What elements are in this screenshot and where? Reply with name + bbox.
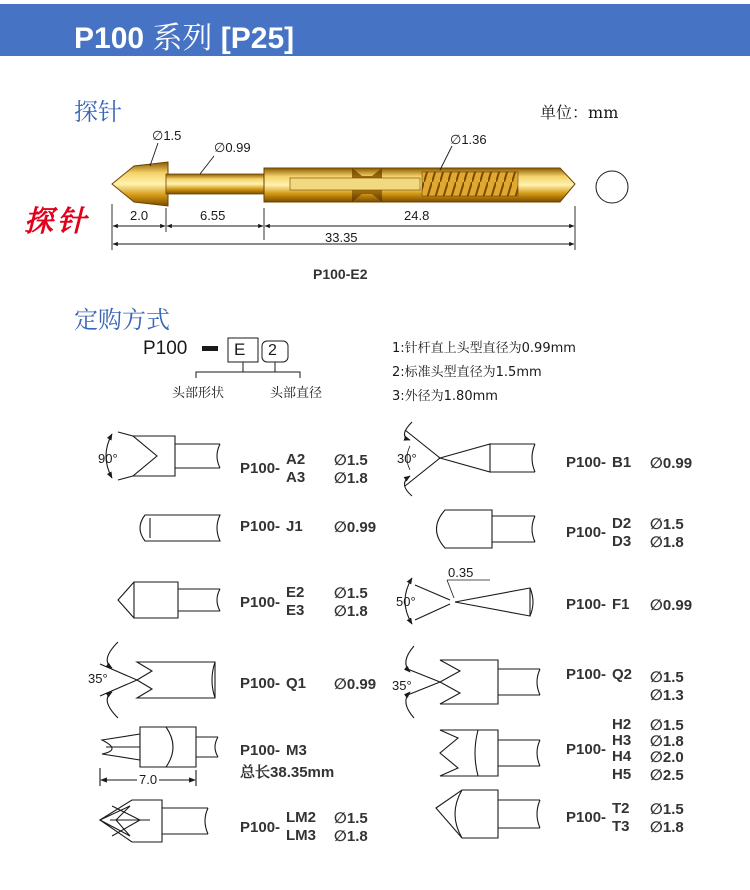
dim-plunger-diameter: ∅0.99 [214, 140, 251, 155]
order-note-3: 3:外径为1.80mm [392, 389, 498, 404]
head-h-drawing [440, 730, 540, 776]
probe-red-label: 探针 [24, 204, 91, 238]
head-h-diam-2: ∅1.8 [650, 733, 684, 750]
order-prefix: P100 [143, 338, 188, 359]
head-t-diam-1: ∅1.5 [650, 801, 684, 818]
head-d-diam-2: ∅1.8 [650, 534, 684, 551]
head-d-code-1: D2 [612, 515, 632, 532]
head-m3-shaft [196, 737, 218, 757]
head-f1-code: F1 [612, 596, 630, 613]
head-a-angle-lines [118, 432, 133, 480]
head-h-shaft [498, 740, 540, 766]
head-j1-diam: ∅0.99 [334, 519, 377, 536]
head-q1-arc-bottom [107, 692, 118, 718]
bracket-head-shape [196, 362, 243, 378]
head-h-diam-1: ∅1.5 [650, 717, 684, 734]
head-a-code-1: A2 [286, 451, 306, 468]
head-lm-drawing [100, 800, 208, 842]
head-e-diam-1: ∅1.5 [334, 585, 368, 602]
leader-tip [150, 143, 158, 166]
head-d-body [437, 510, 493, 548]
head-q2-arc-top [406, 646, 414, 672]
head-lm-shaft [162, 808, 208, 834]
head-h-code-3: H4 [612, 748, 632, 765]
head-q2-diam-2: ∅1.3 [650, 687, 684, 704]
head-t-code-1: T2 [612, 800, 630, 817]
head-h-prefix: P100- [566, 741, 607, 758]
head-h-diam-4: ∅2.5 [650, 767, 684, 784]
head-j1-drawing [140, 515, 220, 541]
head-d-diam-1: ∅1.5 [650, 516, 684, 533]
head-t-prefix: P100- [566, 809, 607, 826]
head-f1-angle-lines [415, 585, 450, 620]
head-m3-dim: 7.0 [139, 772, 158, 787]
head-q2-drawing [405, 646, 540, 718]
head-j1-prefix: P100- [240, 518, 281, 535]
head-f1-diam: ∅0.99 [650, 597, 693, 614]
head-q2-diam-1: ∅1.5 [650, 669, 684, 686]
head-e-drawing [118, 582, 220, 618]
head-q1-code: Q1 [286, 675, 307, 692]
head-q2-angle: 35° [392, 678, 412, 693]
dim-tip-length: 2.0 [130, 208, 149, 223]
head-lm-code-1: LM2 [286, 809, 316, 826]
head-b1-arc-top [404, 422, 412, 440]
head-a-body [133, 436, 175, 476]
head-e-code-2: E3 [286, 602, 305, 619]
head-m3-length-label: 总长 [240, 763, 271, 781]
head-m3-code: M3 [286, 742, 307, 759]
head-h-code-2: H3 [612, 732, 632, 749]
bracket-link [243, 362, 275, 372]
head-q1-prefix: P100- [240, 675, 281, 692]
head-e-prefix: P100- [240, 594, 281, 611]
head-m3-prefix: P100- [240, 742, 281, 759]
head-q2-body [440, 660, 498, 704]
probe-end-view [596, 171, 628, 203]
head-j1-body [140, 515, 220, 541]
head-d-code-2: D3 [612, 533, 632, 550]
head-f1-prefix: P100- [566, 596, 607, 613]
series-code: [P25] [220, 22, 295, 55]
head-b1-code: B1 [612, 454, 632, 471]
series-name: P100 [74, 22, 145, 55]
probe-caption: P100-E2 [313, 266, 368, 282]
head-lm-code-2: LM3 [286, 827, 316, 844]
order-dash [202, 346, 218, 351]
head-f1-drawing [405, 578, 533, 624]
head-t-code-2: T3 [612, 818, 630, 835]
head-h-code-4: H5 [612, 766, 632, 783]
probe-inner-shaft [290, 178, 420, 190]
dim-barrel-length: 24.8 [404, 208, 430, 223]
head-f1-035-line [447, 580, 454, 598]
head-h-body [440, 730, 498, 776]
label-head-diameter: 头部直径 [270, 386, 323, 401]
probe-tip [112, 162, 168, 206]
probe-section-title: 探针 [74, 98, 122, 126]
head-a-prefix: P100- [240, 460, 281, 477]
head-f1-cone [455, 588, 530, 616]
head-d-drawing [437, 510, 536, 548]
head-h-diam-3: ∅2.0 [650, 749, 684, 766]
probe-drawing [112, 162, 575, 206]
head-lm-prefix: P100- [240, 819, 281, 836]
dim-barrel-diameter: ∅1.36 [450, 132, 487, 147]
dim-plunger-length: 6.55 [200, 208, 226, 223]
head-b1-drawing [404, 422, 535, 496]
head-a-drawing [106, 432, 220, 480]
head-d-prefix: P100- [566, 524, 607, 541]
head-m3-length [240, 761, 334, 782]
order-code-diagram [196, 338, 300, 378]
head-lm-body [100, 800, 162, 842]
head-f1-angle: 50° [396, 594, 416, 609]
head-b1-cone [440, 444, 490, 472]
head-d-shaft [492, 516, 535, 542]
order-size-code: 2 [268, 342, 277, 359]
head-b1-shaft [490, 444, 535, 472]
head-h-code-1: H2 [612, 716, 632, 733]
head-t-diam-2: ∅1.8 [650, 819, 684, 836]
unit-text: 单位： [540, 103, 589, 122]
head-lm-diam-2: ∅1.8 [334, 828, 368, 845]
head-e-shaft [178, 589, 220, 611]
head-q2-shaft [498, 669, 540, 695]
head-q1-arc-top [107, 642, 118, 668]
head-b1-diam: ∅0.99 [650, 455, 693, 472]
head-q1-diam: ∅0.99 [334, 676, 377, 693]
label-head-shape: 头部形状 [172, 386, 225, 401]
head-q2-prefix: P100- [566, 666, 607, 683]
head-q1-body [137, 662, 215, 698]
order-note-1: 1:针杆直上头型直径为0.99mm [392, 341, 576, 356]
head-a-shaft [175, 444, 220, 468]
dim-total-length: 33.35 [325, 230, 358, 245]
head-q1-angle: 35° [88, 671, 108, 686]
head-q1-drawing [100, 642, 215, 718]
head-m3-length-value: 38.35mm [270, 764, 335, 781]
bracket-head-diameter [275, 372, 300, 378]
head-a-code-2: A3 [286, 469, 306, 486]
head-q2-code: Q2 [612, 666, 633, 683]
probe-spring [422, 172, 518, 196]
head-e-diam-2: ∅1.8 [334, 603, 368, 620]
head-m3-body [140, 727, 196, 767]
head-q2-arc-bottom [406, 692, 414, 718]
head-t-body [436, 790, 498, 838]
head-a-diam-1: ∅1.5 [334, 452, 368, 469]
head-f1-tip-size: 0.35 [448, 565, 474, 580]
order-note-2: 2:标准头型直径为1.5mm [392, 365, 542, 380]
head-e-code-1: E2 [286, 584, 305, 601]
head-j1-code: J1 [286, 518, 303, 535]
head-lm-diam-1: ∅1.5 [334, 810, 368, 827]
leader-plunger [200, 156, 214, 174]
series-cn: 系列 [152, 21, 213, 56]
head-t-shaft [498, 800, 540, 828]
head-t-drawing [436, 790, 540, 838]
order-head-code: E [234, 340, 246, 359]
unit-value: mm [588, 103, 619, 122]
leader-barrel [440, 146, 452, 170]
head-e-body [118, 582, 178, 618]
head-a-angle: 90° [98, 451, 118, 466]
head-b1-angle: 30° [397, 451, 417, 466]
head-a-diam-2: ∅1.8 [334, 470, 368, 487]
order-section-title: 定购方式 [74, 306, 170, 334]
head-b1-prefix: P100- [566, 454, 607, 471]
dim-tip-diameter: ∅1.5 [152, 128, 182, 143]
probe-plunger [166, 174, 266, 194]
